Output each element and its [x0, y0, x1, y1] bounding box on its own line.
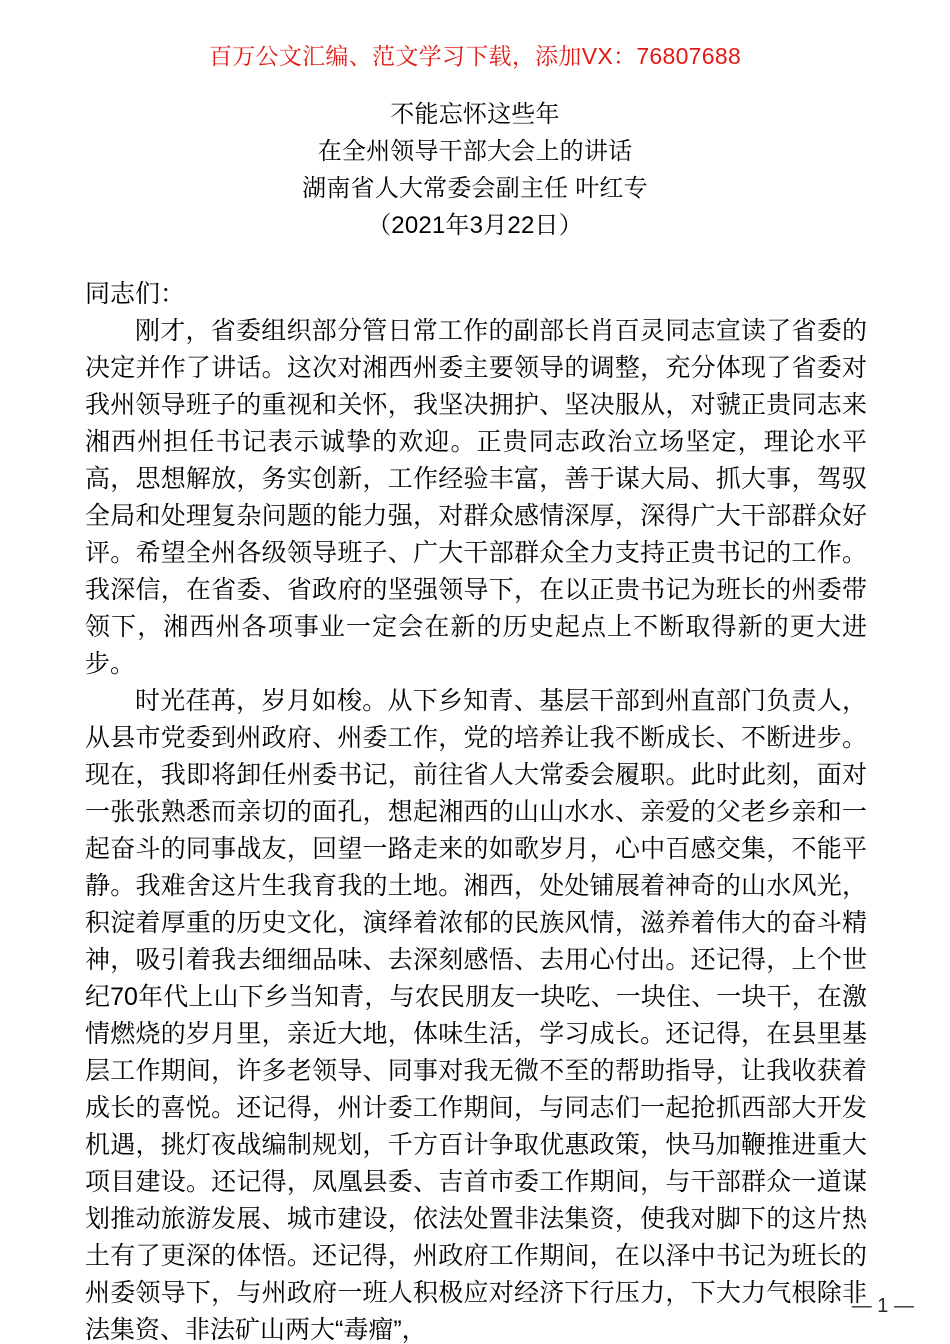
body-paragraph: 时光荏苒，岁月如梭。从下乡知青、基层干部到州直部门负责人，从县市党委到州政府、州委工作，党的培养让我不断成长、不断进步。现在，我即将卸任州委书记，前往省人大常委会履职。此时此刻，面对一张张熟悉而亲切的面孔，想起湘西的山山水水、亲爱的父老乡亲和一起奋斗的同事战友，回望一路走来的如歌岁月，心中百感交集，不能平静。我难舍这片生我育我的土地。湘西，处处铺展着神奇的山水风光，积淀着厚重的历史文化，演绎着浓郁的民族风情，滋养着伟大的奋斗精神，吸引着我去细细品味、去深刻感悟、去用心付出。还记得，上个世纪70年代上山下乡当知青，与农民朋友一块吃、一块住、一块干，在激情燃烧的岁月里，亲近大地，体味生活，学习成长。还记得，在县里基层工作期间，许多老领导、同事对我无微不至的帮助指导，让我收获着成长的喜悦。还记得，州计委工作期间，与同志们一起抢抓西部大开发机遇，挑灯夜战编制规划，千方百计争取优惠政策，快马加鞭推进重大项目建设。还记得，凤凰县委、吉首市委工作期间，与干部群众一道谋划推动旅游发展、城市建设，依法处置非法集资，使我对脚下的这片热土有了更深的体悟。还记得，州政府工作期间，在以泽中书记为班长的州委领导下，与州政府一班人积极应对经济下行压力，下大力气根除非法集资、非法矿山两大“毒瘤”，	[85, 687, 867, 1344]
page-number: — 1 —	[851, 1295, 914, 1317]
document-author: 湖南省人大常委会副主任 叶红专	[302, 175, 648, 202]
body-paragraph: 刚才，省委组织部分管日常工作的副部长肖百灵同志宣读了省委的决定并作了讲话。这次对湘西州委主要领导的调整，充分体现了省委对我州领导班子的重视和关怀，我坚决拥护、坚决服从，对虢正贵同志来湘西州担任书记表示诚挚的欢迎。正贵同志政治立场坚定，理论水平高，思想解放，务实创新，工作经验丰富，善于谋大局、抓大事，驾驭全局和处理复杂问题的能力强，对群众感情深厚，深得广大干部群众好评。希望全州各级领导班子、广大干部群众全力支持正贵书记的工作。我深信，在省委、省政府的坚强领导下，在以正贵书记为班长的州委带领下，湘西州各项事业一定会在新的历史起点上不断取得新的更大进步。	[85, 317, 867, 678]
document-body	[85, 276, 867, 1344]
promo-banner: 百万公文汇编、范文学习下载，添加VX：76807688	[208, 43, 742, 69]
document-title: 不能忘怀这些年	[390, 101, 560, 128]
salutation: 同志们：	[85, 280, 186, 308]
document-date: （2021年3月22日）	[367, 212, 583, 239]
document-subtitle: 在全州领导干部大会上的讲话	[317, 138, 633, 165]
document-title-block	[0, 96, 950, 244]
